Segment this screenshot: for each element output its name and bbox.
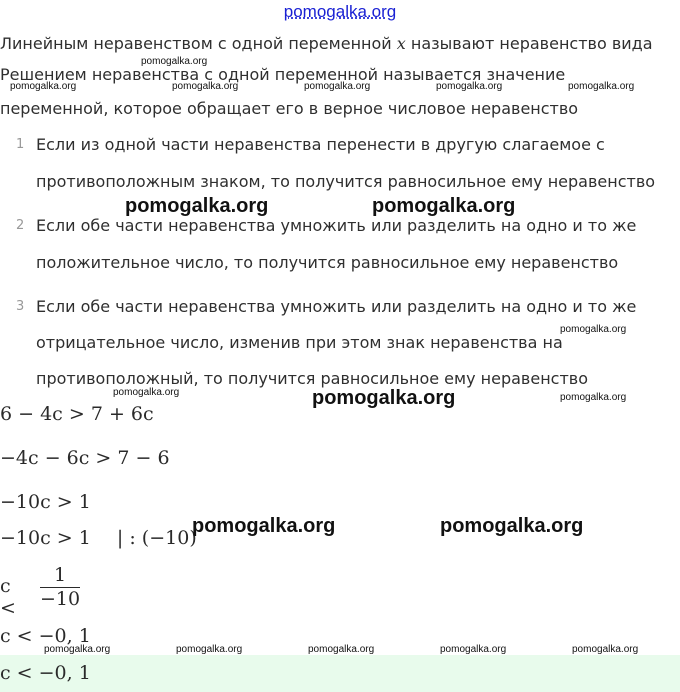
solution-step-4-right: | : (−10): [116, 527, 197, 549]
rule-2-line-1: Если обе части неравенства умножить или разделить на одно и то же: [36, 216, 637, 235]
watermark: pomogalka.org: [141, 56, 208, 67]
watermark: pomogalka.org: [436, 81, 503, 92]
rule-number: 1: [16, 137, 25, 152]
watermark: pomogalka.org: [372, 195, 516, 217]
rule-1-line-1: Если из одной части неравенства перенести в другую слагаемое с: [36, 135, 605, 154]
watermark: pomogalka.org: [560, 324, 627, 335]
fraction: [40, 565, 80, 609]
watermark: pomogalka.org: [440, 515, 584, 537]
watermark: pomogalka.org: [304, 81, 371, 92]
watermark: pomogalka.org: [308, 644, 375, 655]
intro-line-2: Решением неравенства с одной переменной называется значение: [0, 65, 566, 84]
watermark: pomogalka.org: [192, 515, 336, 537]
solution-step-4: [0, 527, 197, 549]
answer-box: [0, 655, 680, 692]
solution-step-1: 6 − 4c > 7 + 6c: [0, 403, 154, 425]
solution-step-6: c < −0, 1: [0, 625, 91, 647]
watermark: pomogalka.org: [572, 644, 639, 655]
solution-step-5-left: c <: [0, 575, 16, 619]
intro-line-1-prefix: Линейным неравенством с одной переменной: [0, 34, 392, 53]
answer: c < −0, 1: [0, 662, 91, 684]
fraction-numerator: 1: [53, 564, 67, 586]
watermark: pomogalka.org: [568, 81, 635, 92]
watermark: pomogalka.org: [44, 644, 111, 655]
rule-2-line-2: положительное число, то получится равносильное ему неравенство: [36, 253, 619, 272]
site-logo[interactable]: pomogalka.org: [283, 2, 397, 21]
watermark: pomogalka.org: [113, 387, 180, 398]
watermark: pomogalka.org: [312, 387, 456, 409]
solution-step-4-left: −10c > 1: [0, 527, 91, 549]
rule-3-line-2: отрицательное число, изменив при этом знак неравенства на: [36, 333, 563, 352]
watermark: pomogalka.org: [560, 392, 627, 403]
fraction-denominator: −10: [40, 588, 81, 610]
watermark: pomogalka.org: [172, 81, 239, 92]
solution-step-2: −4c − 6c > 7 − 6: [0, 447, 170, 469]
rule-number: 3: [16, 299, 25, 314]
watermark: pomogalka.org: [125, 195, 269, 217]
intro-line-1-suffix: называют неравенство вида: [410, 34, 653, 53]
intro-line-3: переменной, которое обращает его в верное числовое неравенство: [0, 99, 579, 118]
solution-step-3: −10c > 1: [0, 491, 91, 513]
intro-variable: x: [396, 34, 406, 53]
rule-number: 2: [16, 218, 25, 233]
rule-3-line-1: Если обе части неравенства умножить или разделить на одно и то же: [36, 297, 637, 316]
watermark: pomogalka.org: [10, 81, 77, 92]
rule-3-line-3: противоположный, то получится равносильное ему неравенство: [36, 369, 588, 388]
watermark: pomogalka.org: [440, 644, 507, 655]
intro-line-1: [0, 34, 653, 53]
watermark: pomogalka.org: [176, 644, 243, 655]
rule-1-line-2: противоположным знаком, то получится равносильное ему неравенство: [36, 172, 656, 191]
